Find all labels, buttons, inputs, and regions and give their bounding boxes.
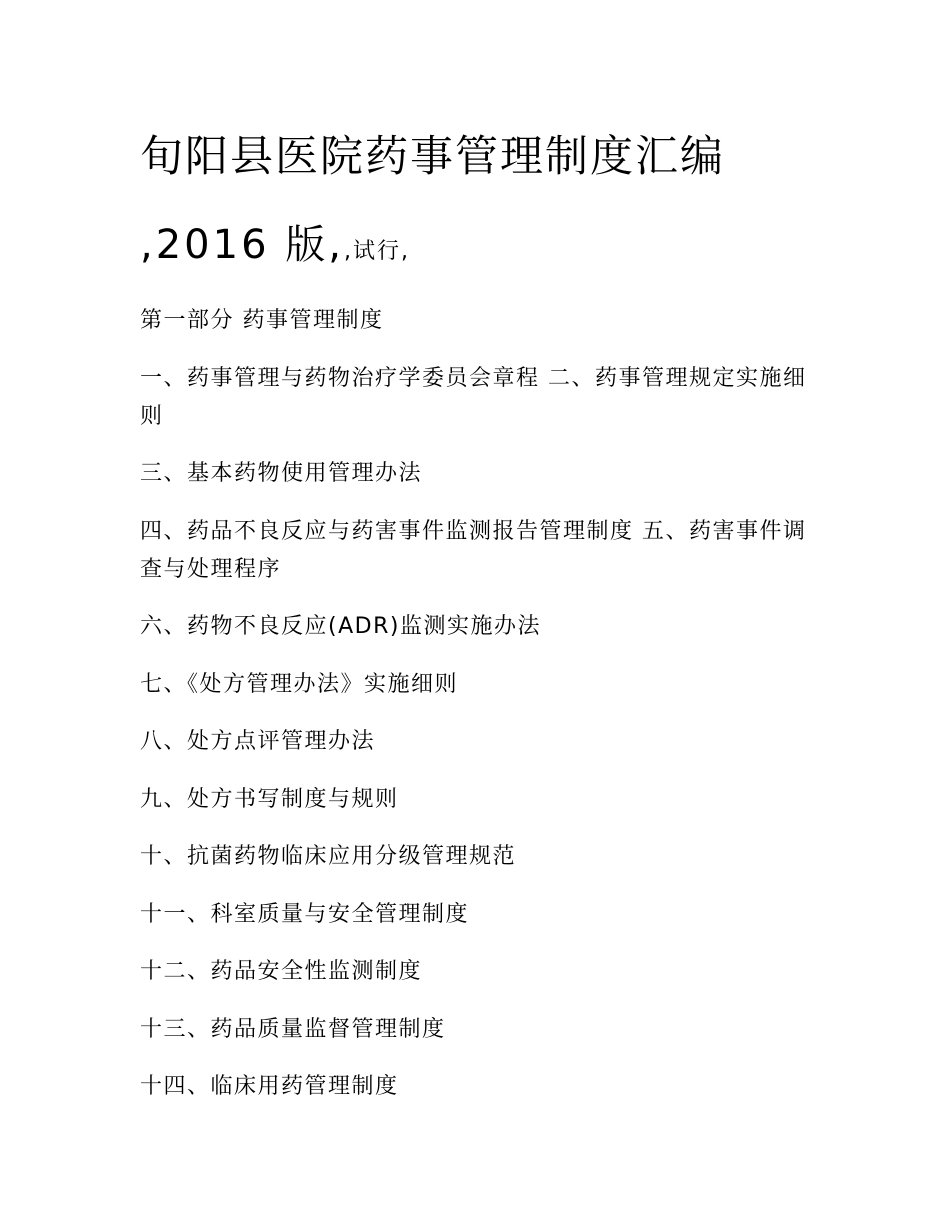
table-of-contents	[140, 302, 810, 1106]
toc-item: 三、基本药物使用管理办法	[140, 461, 423, 486]
toc-item: 十四、临床用药管理制度	[140, 1074, 399, 1099]
document-page	[140, 128, 810, 1126]
toc-item: 十、抗菌药物临床应用分级管理规范	[140, 844, 517, 869]
toc-item: 第一部分 药事管理制度	[140, 308, 384, 333]
toc-item: 八、处方点评管理办法	[140, 729, 376, 754]
toc-item: 九、处方书写制度与规则	[140, 786, 399, 812]
toc-item: 四、药品不良反应与药害事件监测报告管理制度 五、药害事件调查与处理程序	[140, 518, 807, 582]
toc-item: 七、《处方管理办法》实施细则	[140, 671, 459, 697]
toc-item: 十一、科室质量与安全管理制度	[140, 901, 470, 927]
toc-item: 十二、药品安全性监测制度	[140, 959, 423, 984]
toc-item: 六、药物不良反应(ADR)监测实施办法	[140, 614, 541, 639]
toc-item: 十三、药品质量监督管理制度	[140, 1016, 446, 1042]
edition-label: ,2016 版,	[140, 222, 344, 268]
toc-item: 一、药事管理与药物治疗学委员会章程 二、药事管理规定实施细则	[140, 365, 807, 429]
document-edition	[140, 216, 810, 282]
document-title: 旬阳县医院药事管理制度汇编	[140, 132, 725, 182]
trial-label: ,试行,	[343, 239, 410, 264]
